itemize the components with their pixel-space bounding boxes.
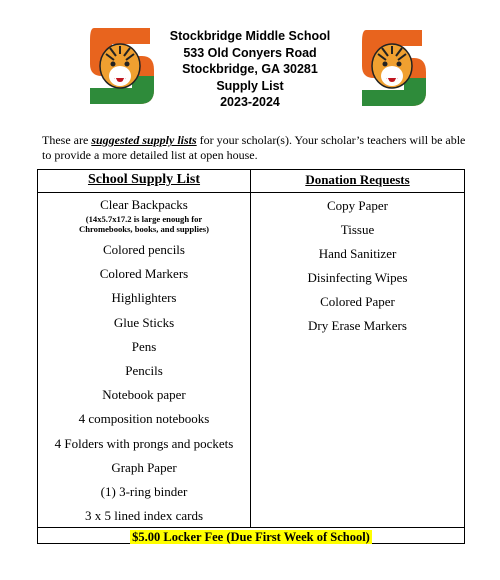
intro-text-end: for your scholar(s). Your scholar’s teachers will be able to provide a more detailed list at open house. bbox=[42, 133, 466, 162]
document-title: Supply List bbox=[216, 78, 284, 93]
school-title-block bbox=[150, 28, 350, 111]
list-item: Clear Backpacks bbox=[100, 197, 188, 212]
school-supply-list-header: School Supply List bbox=[87, 172, 201, 187]
list-item: Highlighters bbox=[111, 290, 177, 306]
list-item: 3 x 5 lined index cards bbox=[84, 508, 204, 524]
list-item: Glue Sticks bbox=[113, 314, 175, 330]
intro-text-start: These are bbox=[42, 133, 92, 147]
donation-requests-header: Donation Requests bbox=[305, 172, 410, 187]
tiger-s-logo-icon bbox=[84, 24, 156, 106]
list-item: 4 composition notebooks bbox=[78, 411, 210, 427]
school-name: Stockbridge Middle School bbox=[169, 29, 331, 43]
list-item: Pens bbox=[131, 338, 157, 354]
header-divider bbox=[38, 192, 464, 193]
list-item: Disinfecting Wipes bbox=[307, 270, 408, 286]
school-year: 2023-2024 bbox=[220, 95, 280, 109]
list-item: Tissue bbox=[340, 222, 375, 238]
backpack-note-line-1: (14x5.7x17.2 is large enough for bbox=[85, 214, 203, 224]
list-item: (1) 3-ring binder bbox=[100, 483, 188, 499]
list-item: Copy Paper bbox=[326, 198, 389, 213]
list-item: Colored Markers bbox=[99, 266, 189, 282]
donation-requests-list bbox=[251, 197, 464, 342]
backpack-size-note bbox=[38, 214, 250, 241]
supply-table bbox=[37, 169, 465, 544]
list-item: Dry Erase Markers bbox=[308, 318, 407, 334]
list-item: Hand Sanitizer bbox=[318, 246, 397, 262]
list-item: 4 Folders with prongs and pockets bbox=[54, 435, 234, 451]
document-header bbox=[0, 0, 500, 125]
list-item: Colored Paper bbox=[320, 294, 395, 310]
school-supply-list bbox=[38, 197, 250, 531]
address-line-2: Stockbridge, GA 30281 bbox=[182, 62, 318, 76]
list-item: Graph Paper bbox=[111, 459, 177, 475]
list-item: Pencils bbox=[125, 362, 163, 378]
list-item: Notebook paper bbox=[102, 387, 186, 403]
locker-fee-text: $5.00 Locker Fee (Due First Week of School) bbox=[132, 530, 370, 544]
backpack-note-line-2: Chromebooks, books, and supplies) bbox=[79, 224, 209, 234]
intro-emphasis: suggested supply lists bbox=[91, 133, 197, 147]
address-line-1: 533 Old Conyers Road bbox=[183, 45, 317, 60]
list-item: Colored pencils bbox=[103, 242, 185, 257]
intro-paragraph bbox=[42, 133, 472, 163]
tiger-s-logo-icon bbox=[356, 26, 428, 108]
locker-fee-row bbox=[38, 528, 464, 544]
